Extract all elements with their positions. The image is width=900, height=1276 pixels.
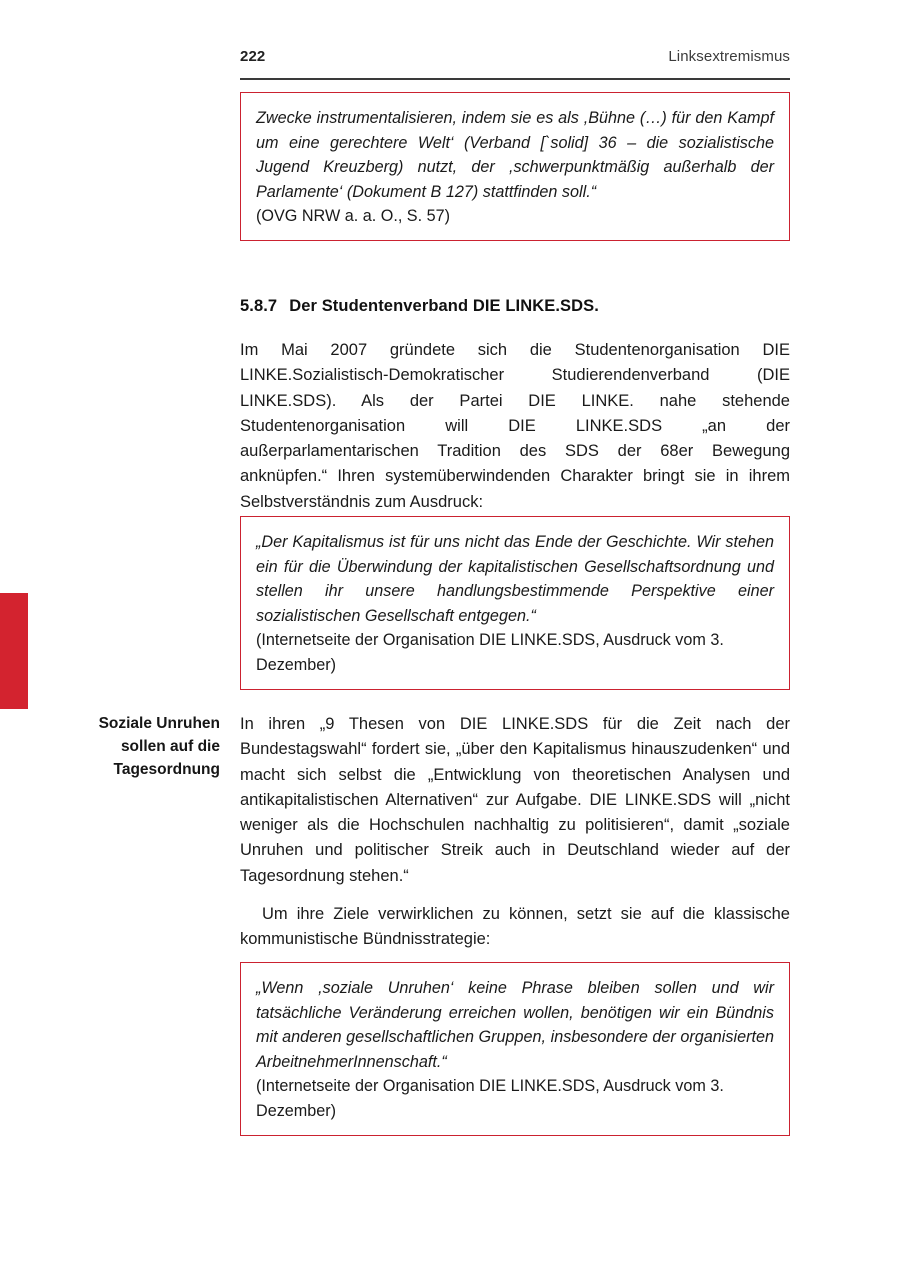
quote-box-1-source: (OVG NRW a. a. O., S. 57) (256, 207, 450, 226)
running-head (240, 48, 790, 65)
quote-box-2-text: „Der Kapitalismus ist für uns nicht das Ende der Geschichte. Wir stehen ein für die Überwindung der kapitalistischen Gesellschaftsordnung und stellen ihr unsere handlungsbestimmende Perspektive einer sozialistischen Gesellschaft entgegen.“ (256, 533, 774, 625)
quote-box-1 (240, 92, 790, 241)
quote-box-2-source: (Internetseite der Organisation DIE LINKE.SDS, Ausdruck vom 3. Dezember) (256, 631, 724, 674)
quote-box-3-source: (Internetseite der Organisation DIE LINKE.SDS, Ausdruck vom 3. Dezember) (256, 1077, 724, 1120)
quote-box-3 (240, 962, 790, 1136)
page-number: 222 (240, 48, 266, 65)
running-title: Linksextremismus (668, 48, 790, 65)
paragraph-3: Um ihre Ziele verwirklichen zu können, setzt sie auf die klassische kommunistische Bündnisstrategie: (240, 905, 790, 949)
section-title: Der Studentenverband DIE LINKE.SDS. (289, 297, 599, 315)
quote-box-3-text: „Wenn ,soziale Unruhen‘ keine Phrase bleiben sollen und wir tatsächliche Veränderung erreichen wollen, benötigen wir ein Bündnis mit anderen gesellschaftlichen Gruppen, insbesondere der organisierten ArbeitnehmerInnenschaft.“ (256, 979, 774, 1071)
section-number: 5.8.7 (240, 297, 278, 315)
paragraph-1: Im Mai 2007 gründete sich die Studentenorganisation DIE LINKE.Sozialistisch-Demokratischer Studierendenverband (DIE LINKE.SDS). Als der Partei DIE LINKE. nahe stehende Studentenorganisation will DIE LINKE.SDS „an der außerparlamentarischen Tradition des SDS der 68er Bewegung anknüpfen.“ Ihren systemüberwindenden Charakter bringt sie in ihrem Selbstverständnis zum Ausdruck: (240, 341, 790, 511)
paragraph-2: In ihren „9 Thesen von DIE LINKE.SDS für die Zeit nach der Bundestagswahl“ fordert sie, „über den Kapitalismus hinauszudenken“ und macht sich selbst die „Entwicklung von theoretischen Analysen und antikapitalistischen Alternativen“ zur Aufgabe. DIE LINKE.SDS will „nicht weniger als die Hochschulen nachhaltig zu politisieren“, damit „soziale Unruhen und politischer Streik auch in Deutschland wieder auf der Tagesordnung stehen.“ (240, 715, 790, 885)
margin-accent-tab (0, 593, 28, 709)
section-heading (240, 297, 790, 316)
quote-box-1-text: Zwecke instrumentalisieren, indem sie es als ,Bühne (…) für den Kampf um eine gerechtere Welt‘ (Verband [`solid] 36 – die sozialistische Jugend Kreuzberg) nutzt, der ,schwerpunktmäßig außerhalb der Parlamente‘ (Dokument B 127) stattfinden soll.“ (256, 109, 774, 201)
quote-box-2 (240, 516, 790, 690)
margin-note: Soziale Unruhen sollen auf die Tagesordnung (98, 715, 220, 778)
header-rule (240, 78, 790, 80)
